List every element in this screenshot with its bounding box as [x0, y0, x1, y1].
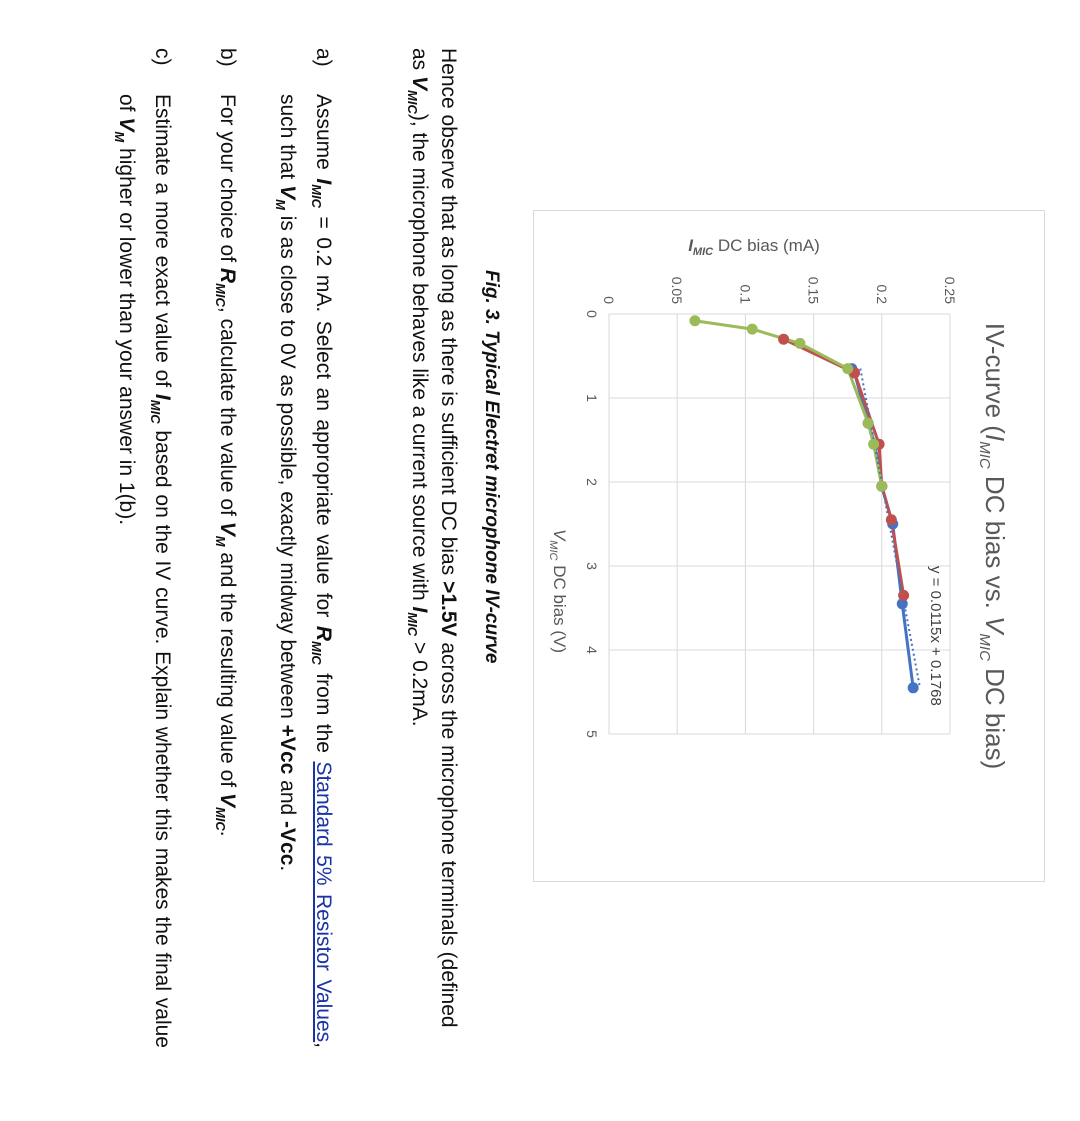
iv-chart — [533, 210, 1045, 882]
data-point — [794, 338, 805, 349]
question-b — [206, 48, 242, 1048]
question-c — [105, 48, 177, 1048]
chart-title: IV-curve ($I_{MIC}$ DC bias vs. $V_{MIC}$ DC bias) — [976, 322, 1010, 770]
data-point — [908, 682, 919, 693]
question-a-label: a) — [312, 48, 335, 67]
series-line — [852, 369, 913, 688]
question-a — [266, 48, 338, 1048]
question-b-label: b) — [216, 48, 239, 67]
chart-svg — [534, 211, 1044, 881]
trendline-equation: y = 0.0115x + 0.1768 — [927, 566, 944, 706]
y-tick-label: 0.2 — [873, 284, 890, 304]
question-a-text: Assume $I_{MIC} = 0.2$ mA. Select an appropriate value for $R_{MIC}$ from the Standard 5% Resistor Values, such that $V_M$ is as close to 0V as possible, exactly midway between +Vcc and -Vcc. — [272, 94, 335, 1048]
y-tick-label: 0.1 — [737, 284, 754, 304]
data-point — [898, 590, 909, 601]
x-tick-label: 5 — [584, 730, 600, 738]
x-tick-label: 0 — [584, 310, 600, 318]
figure-caption: Fig. 3. Typical Electret microphone IV-curve — [481, 270, 502, 664]
y-tick-label: 0.25 — [942, 276, 958, 304]
data-point — [876, 481, 887, 492]
x-tick-label: 3 — [584, 562, 600, 570]
data-point — [778, 334, 789, 345]
series-layer — [689, 315, 920, 693]
question-b-text: For your choice of $R_{MIC}$, calculate the value of $V_M$ and the resulting value of $V_{MIC}$. — [212, 94, 239, 837]
question-c-text: Estimate a more exact value of $I_{MIC}$ based on the IV curve. Explain whether this makes the final value of $V_M$ higher or lower than your answer in 1(b). — [111, 94, 174, 1048]
data-point — [689, 315, 700, 326]
y-tick-label: 0.05 — [669, 276, 686, 304]
data-point — [863, 418, 874, 429]
data-point — [842, 363, 853, 374]
question-c-label: c) — [151, 48, 174, 66]
x-tick-label: 2 — [584, 478, 600, 486]
x-tick-label: 4 — [584, 646, 600, 654]
data-point — [747, 324, 758, 335]
y-tick-label: 0 — [601, 296, 617, 304]
y-axis-label: $I_{MIC}$ DC bias (mA) — [688, 236, 820, 258]
series-line — [695, 321, 882, 486]
x-axis-label: $V_{MIC}$ DC bias (V) — [547, 528, 569, 654]
data-point — [868, 439, 879, 450]
resistor-values-link[interactable]: Standard 5% Resistor Values — [312, 761, 335, 1043]
y-tick-label: 0.15 — [805, 276, 822, 304]
series-line — [784, 339, 904, 595]
x-tick-label: 1 — [584, 394, 600, 402]
intro-paragraph: Hence observe that as long as there is sufficient DC bias >1.5V across the microphone terminals (defined as $V_{MIC}$), the microphone behaves like a current source with $I_{MIC} > 0.2mA$. — [404, 48, 460, 1028]
gridlines — [609, 314, 950, 734]
tick-labels — [584, 277, 958, 738]
data-point — [886, 514, 897, 525]
